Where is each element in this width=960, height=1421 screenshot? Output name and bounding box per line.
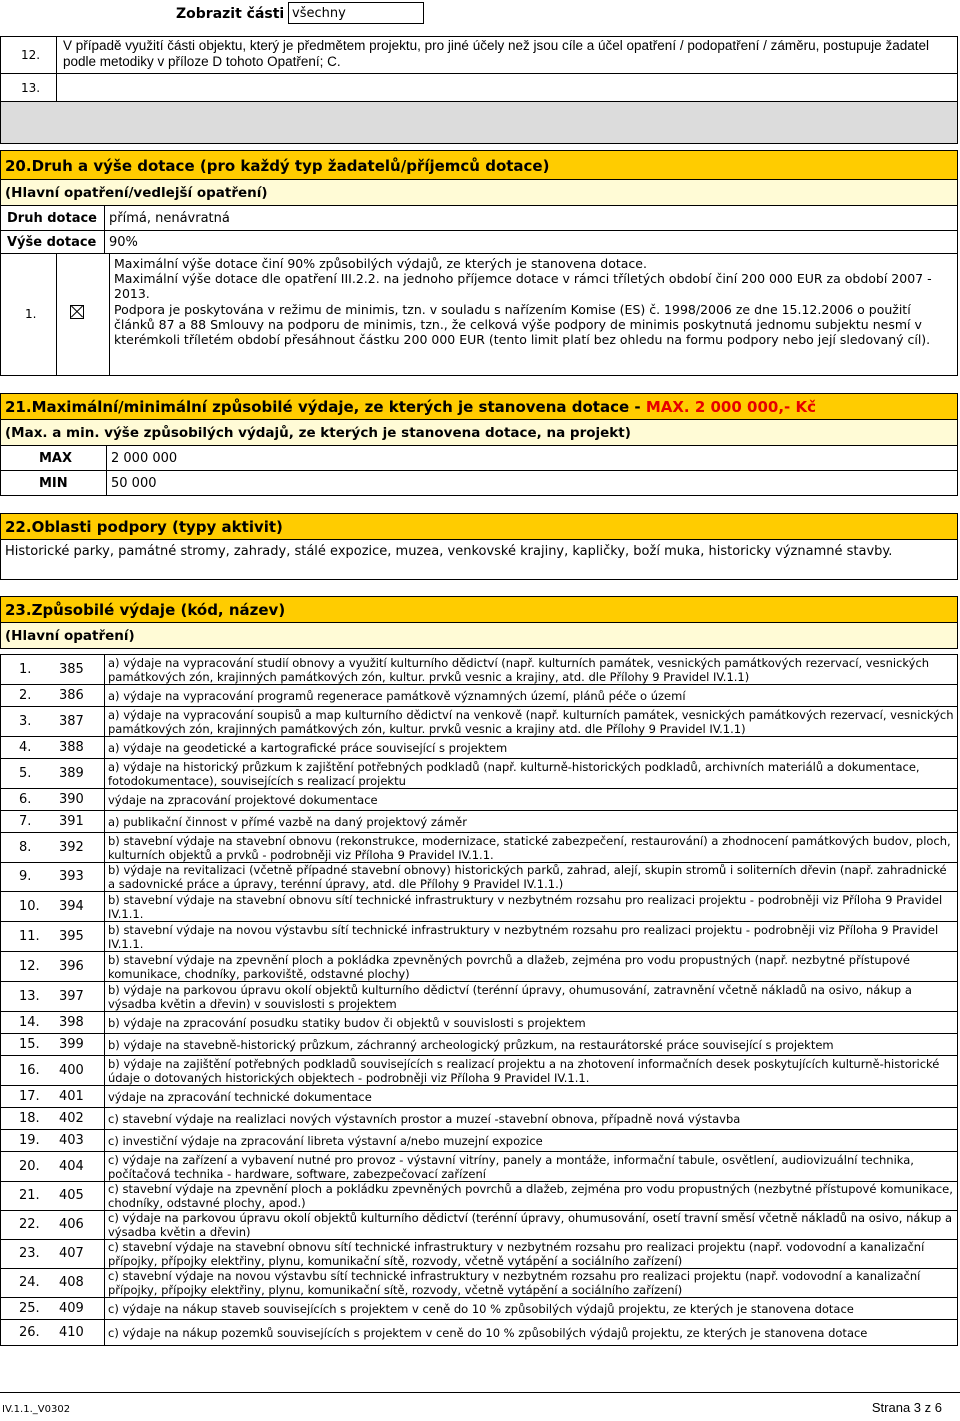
expense-code: 405 (56, 1182, 105, 1211)
table-row (1, 1269, 958, 1298)
expense-code: 395 (56, 922, 105, 952)
table-row (1, 1086, 958, 1108)
expense-description: b) výdaje na zajištění potřebných podkladů souvisejících s realizací projektu a na zhotovení informačních desek poskytujících kulturně-historické údaje o dotovaných historických objektech - podrobněji viz Příloha 9 Pravidel IV.1.1. (105, 1056, 958, 1086)
expense-description: b) stavební výdaje na zpevnění ploch a pokládka zpevněných povrchů a dlažeb, zejména pro vodu propustných (např. nezbytné přístupové komunikace, chodníky, parkoviště, odstavné plochy) (105, 952, 958, 982)
section-21-max-highlight: MAX. 2 000 000,- Kč (645, 398, 816, 416)
druh-dotace-value: přímá, nenávratná (109, 211, 230, 226)
item-number: 1. (25, 307, 37, 321)
expense-code: 399 (56, 1034, 105, 1056)
section-21-title-text: 21.Maximální/minimální způsobilé výdaje, ze kterých je stanovena dotace - (5, 398, 646, 416)
row-number: 11. (1, 922, 57, 952)
table-row (1, 952, 958, 982)
table-row (1, 1130, 958, 1152)
row-number: 16. (1, 1056, 57, 1086)
table-row (1, 1182, 958, 1211)
expense-description: a) výdaje na vypracování studií obnovy a využití kulturního dědictví (např. kulturních památek, vesnických památkových rezervací, vesnických památkových zón, krajinných památkových zón, kultur. prvků vesnic a krajiny, atd. dle Přílohy 9 Pravidel IV.1.1) (105, 655, 958, 685)
table-row (1, 922, 958, 952)
expense-code: 394 (56, 892, 105, 922)
vyse-dotace-value: 90% (109, 235, 138, 250)
table-row (1, 892, 958, 922)
row-number: 14. (1, 1012, 57, 1034)
table-row (1, 1108, 958, 1130)
table-row (1, 982, 958, 1012)
row-number: 18. (1, 1108, 57, 1130)
expense-description: a) výdaje na vypracování programů regenerace památkově významných území, plánů péče o území (105, 685, 958, 707)
row-number: 15. (1, 1034, 57, 1056)
row-number: 5. (1, 759, 57, 789)
table-row (1, 707, 958, 737)
table-row (1, 1056, 958, 1086)
min-label: MIN (39, 476, 68, 491)
expense-description: c) investiční výdaje na zpracování libreta výstavní a/nebo muzejní expozice (105, 1130, 958, 1152)
table-row (1, 1298, 958, 1320)
row-number: 21. (1, 1182, 57, 1211)
expense-code: 389 (56, 759, 105, 789)
table-row (1, 863, 958, 892)
row-number: 24. (1, 1269, 57, 1298)
section-21-subtitle: (Max. a min. výše způsobilých výdajů, ze kterých je stanovena dotace, na projekt) (0, 420, 958, 446)
dotace-line: Podpora je poskytována v režimu de minimis, tzn. v souladu s nařízením Komise (ES) č. 1998/2006 ze dne 15.12.2006 o použití článků 87 a 88 Smlouvy na podporu de minimis, tzn., že celková výše podpory de minimis poskytnutá jednomu subjektu nesmí v kterémkoli tříletém období přesáhnout částku 200 000 EUR (tento limit platí bez ohledu na formu podpory nebo její sledovaný cíl). (114, 301, 931, 348)
table-row (1, 1152, 958, 1182)
row-number: 23. (1, 1240, 57, 1269)
expense-description: c) stavební výdaje na zpevnění ploch a pokládku zpevněných povrchů a dlažeb, zejména pro vodu propustných (nezbytné přístupové komunikace, chodníky, odstavné plochy, apod.) (105, 1182, 958, 1211)
expense-description: a) výdaje na historický průzkum k zajištění potřebných podkladů (např. kulturně-historických podkladů, archivních materiálů a dokumentace, fotodokumentace), souvisejících s realizací projektu (105, 759, 958, 789)
row-number: 13. (1, 982, 57, 1012)
row-number: 3. (1, 707, 57, 737)
table-row (1, 1320, 958, 1346)
expense-code: 398 (56, 1012, 105, 1034)
expense-description: c) stavební výdaje na novou výstavbu sítí technické infrastruktury v nezbytném rozsahu pro realizaci projektu (např. vodovodní a kanalizační přípojky, přípojky elektřiny, plynu, komunikační sítě, rozvody, včetně vytápění a sociálního zařízení) (105, 1269, 958, 1298)
row-number: 8. (1, 833, 57, 863)
expense-code: 385 (56, 655, 105, 685)
row-number: 10. (1, 892, 57, 922)
dotace-item-1 (0, 254, 958, 376)
druh-dotace-row (0, 206, 958, 231)
expense-description: b) výdaje na stavebně-historický průzkum, záchranný archeologický průzkum, na restaurátorské práce související s projektem (105, 1034, 958, 1056)
expense-description: b) stavební výdaje na stavební obnovu sítí technické infrastruktury v nezbytném rozsahu pro realizaci projektu - podrobněji viz Příloha 9 Pravidel IV.1.1. (105, 892, 958, 922)
row-number: 6. (1, 789, 57, 811)
row-number: 7. (1, 811, 57, 833)
expense-description: c) stavební výdaje na stavební obnovu sítí technické infrastruktury v nezbytném rozsahu pro realizaci projektu (např. vodovodní a kanalizační přípojky, přípojky elektřiny, plynu, komunikační sítě, rozvody, včetně vytápění a sociálního zařízení) (105, 1240, 958, 1269)
table-row (1, 833, 958, 863)
expense-code: 409 (56, 1298, 105, 1320)
expense-code: 402 (56, 1108, 105, 1130)
expense-code: 408 (56, 1269, 105, 1298)
expense-code: 401 (56, 1086, 105, 1108)
eligible-expenses-table (0, 654, 958, 1346)
expense-code: 403 (56, 1130, 105, 1152)
dotace-text (114, 256, 944, 347)
table-row (1, 789, 958, 811)
section-21-title (0, 393, 958, 420)
row-text: V případě využití části objektu, který je předmětem projektu, pro jiné účely než jsou cíle a účel opatření / podopatření / záměru, postupuje žadatel podle metodiky v příloze D tohoto Opatření; C. (63, 38, 929, 69)
expense-description: b) výdaje na zpracování posudku statiky budov či objektů v souvislosti s projektem (105, 1012, 958, 1034)
section-23-title: 23.Způsobilé výdaje (kód, název) (0, 596, 958, 623)
vyse-dotace-label: Výše dotace (7, 235, 97, 250)
row-number: 9. (1, 863, 57, 892)
expense-code: 404 (56, 1152, 105, 1182)
min-value: 50 000 (111, 476, 157, 491)
row-number: 20. (1, 1152, 57, 1182)
expense-description: c) výdaje na nákup staveb souvisejících s projektem v ceně do 10 % způsobilých výdajů projektu, ze kterých je stanovena dotace (105, 1298, 958, 1320)
row-number: 26. (1, 1320, 57, 1346)
expense-code: 407 (56, 1240, 105, 1269)
table-row (1, 655, 958, 685)
table-row (1, 737, 958, 759)
expense-code: 406 (56, 1211, 105, 1240)
row-12 (0, 36, 958, 74)
row-13 (0, 74, 958, 102)
dotace-line: Maximální výše dotace činí 90% způsobilých výdajů, ze kterých je stanovena dotace. (114, 256, 647, 271)
expense-description: a) výdaje na vypracování soupisů a map kulturního dědictví na venkově (např. kulturních památek, vesnických památkových rezervací, vesnických památkových zón, krajinných památkových zón, kultur. prvků vesnic a krajiny atd. dle Přílohy 9 Pravidel IV.1.1) (105, 707, 958, 737)
row-number: 19. (1, 1130, 57, 1152)
expense-code: 400 (56, 1056, 105, 1086)
expense-code: 391 (56, 811, 105, 833)
row-number: 2. (1, 685, 57, 707)
section-20-title: 20.Druh a výše dotace (pro každý typ žadatelů/příjemců dotace) (0, 150, 958, 180)
row-number: 22. (1, 1211, 57, 1240)
expense-description: b) výdaje na parkovou úpravu okolí objektů kulturního dědictví (terénní úpravy, ohumusování, zatravnění včetně nákladů na osivo, nákup a výsadba květin a dřevin) v souvislosti s projektem (105, 982, 958, 1012)
show-parts-select[interactable]: všechny (288, 2, 424, 24)
max-row (0, 446, 958, 471)
checked-checkbox-icon[interactable] (70, 305, 84, 319)
max-value: 2 000 000 (111, 451, 178, 466)
table-row (1, 685, 958, 707)
expense-code: 388 (56, 737, 105, 759)
expense-description: c) výdaje na parkovou úpravu okolí objektů kulturního dědictví (terénní úpravy, ohumusování, osetí travní směsí včetně nákladů na osivo, nákup a výsadba květin a dřevin) (105, 1211, 958, 1240)
expense-code: 390 (56, 789, 105, 811)
expense-code: 386 (56, 685, 105, 707)
expense-description: c) výdaje na nákup pozemků souvisejících s projektem v ceně do 10 % způsobilých výdajů projektu, ze kterých je stanovena dotace (105, 1320, 958, 1346)
max-label: MAX (39, 451, 73, 466)
table-row (1, 1211, 958, 1240)
vyse-dotace-row (0, 231, 958, 254)
expense-description: výdaje na zpracování technické dokumentace (105, 1086, 958, 1108)
row-number: 1. (1, 655, 57, 685)
expense-description: b) stavební výdaje na novou výstavbu sítí technické infrastruktury v nezbytném rozsahu pro realizaci projektu - podrobněji viz Příloha 9 Pravidel IV.1.1. (105, 922, 958, 952)
expense-description: b) výdaje na revitalizaci (včetně případné stavební obnovy) historických parků, zahrad, alejí, skupin stromů i soliterních dřevin (např. zahradnické a sadovnické práce a úpravy, terénní úpravy, atd. dle Přílohy 9 Pravidel IV.1.1.) (105, 863, 958, 892)
druh-dotace-label: Druh dotace (7, 211, 97, 226)
expense-code: 410 (56, 1320, 105, 1346)
expense-description: a) publikační činnost v přímé vazbě na daný projektový záměr (105, 811, 958, 833)
section-20-subtitle: (Hlavní opatření/vedlejší opatření) (0, 180, 958, 206)
row-number: 4. (1, 737, 57, 759)
expense-code: 387 (56, 707, 105, 737)
row-number: 12. (1, 952, 57, 982)
row-number: 25. (1, 1298, 57, 1320)
row-number: 13. (21, 81, 41, 95)
row-number: 12. (21, 48, 41, 62)
section-22-title: 22.Oblasti podpory (typy aktivit) (0, 513, 958, 540)
expense-description: výdaje na zpracování projektové dokumentace (105, 789, 958, 811)
grey-spacer (0, 102, 958, 144)
expense-code: 393 (56, 863, 105, 892)
footer-page-number: Strana 3 z 6 (871, 1400, 942, 1415)
expense-code: 397 (56, 982, 105, 1012)
expense-description: b) stavební výdaje na stavební obnovu (rekonstrukce, modernizace, statické zabezpečení, restaurování) a zhodnocení památkových budov, ploch, kulturních objektů a prvků - podrobněji viz Příloha 9 Pravidel IV.1.1. (105, 833, 958, 863)
section-23-subtitle: (Hlavní opatření) (0, 623, 958, 649)
expense-code: 396 (56, 952, 105, 982)
expense-description: c) stavební výdaje na realizlaci nových výstavních prostor a muzeí -stavební obnova, případně nová výstavba (105, 1108, 958, 1130)
dotace-line: Maximální výše dotace dle opatření III.2.2. na jednoho příjemce dotace v rámci tříletých období činí 200 000 EUR za období 2007 - 2013. (114, 271, 932, 302)
expense-description: a) výdaje na geodetické a kartografické práce související s projektem (105, 737, 958, 759)
footer-doc-code: IV.1.1._V0302 (2, 1404, 71, 1415)
table-row (1, 1240, 958, 1269)
min-row (0, 471, 958, 496)
row-number: 17. (1, 1086, 57, 1108)
expense-description: c) výdaje na zařízení a vybavení nutné pro provoz - výstavní vitríny, panely a montáže, informační tabule, osvětlení, audiovizuální technika, počítačová technika - hardware, software, zabezpečovací zařízení (105, 1152, 958, 1182)
section-22-body (0, 540, 958, 580)
table-row (1, 811, 958, 833)
show-parts-label: Zobrazit části (176, 6, 285, 22)
table-row (1, 1012, 958, 1034)
section-22-text: Historické parky, památné stromy, zahrady, stálé expozice, muzea, venkovské krajiny, kapličky, boží muka, historicky významné stavby. (5, 544, 893, 559)
table-row (1, 1034, 958, 1056)
table-row (1, 759, 958, 789)
expense-code: 392 (56, 833, 105, 863)
